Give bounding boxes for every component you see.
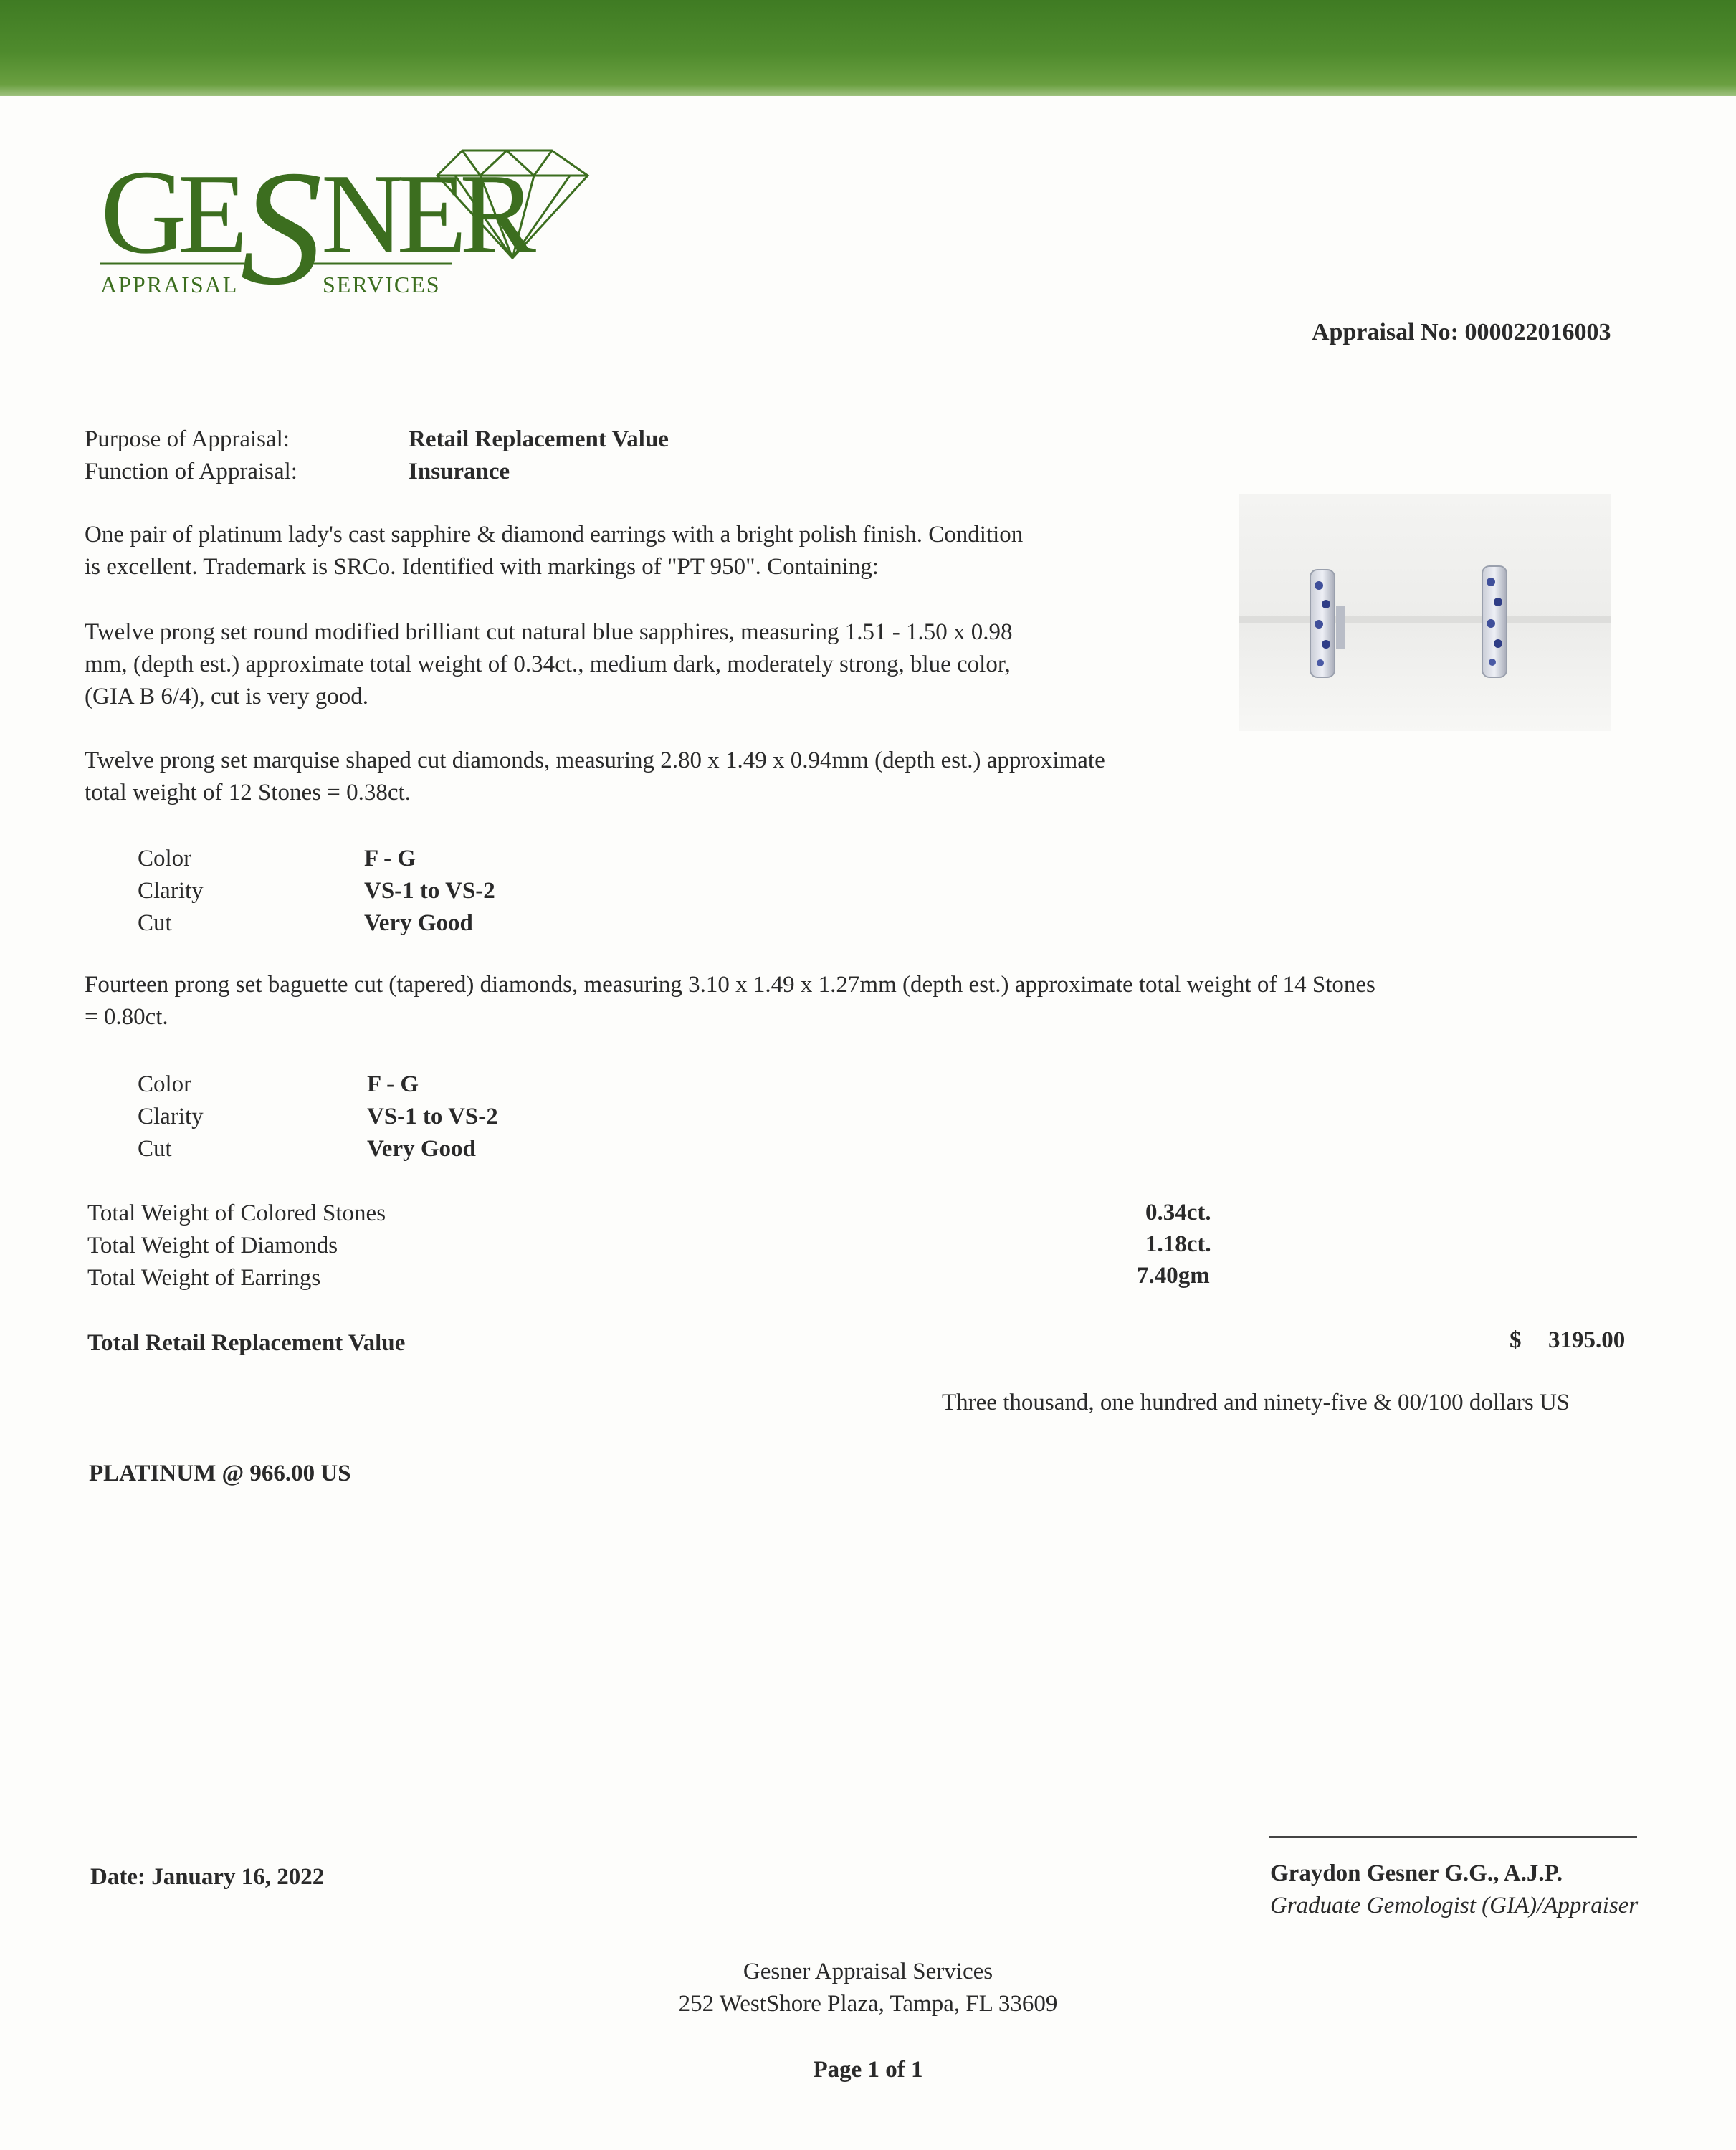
function-value: Insurance bbox=[409, 459, 510, 484]
baguette-color-value: F - G bbox=[367, 1071, 419, 1097]
total-diamonds-value: 1.18ct. bbox=[1145, 1231, 1211, 1257]
marquise-clarity-label: Clarity bbox=[138, 878, 204, 904]
baguette-clarity-label: Clarity bbox=[138, 1104, 204, 1129]
description-line-1: One pair of platinum lady's cast sapphire & diamond earrings with a bright polish finish. Condition bbox=[85, 522, 1024, 548]
total-colored-label: Total Weight of Colored Stones bbox=[87, 1200, 386, 1226]
marquise-line-2: total weight of 12 Stones = 0.38ct. bbox=[85, 780, 411, 806]
description-line-2: is excellent. Trademark is SRCo. Identified with markings of "PT 950". Containing: bbox=[85, 554, 879, 580]
appraisal-date: Date: January 16, 2022 bbox=[90, 1864, 325, 1890]
header-band bbox=[0, 0, 1736, 96]
baguette-color-label: Color bbox=[138, 1071, 192, 1097]
page-number: Page 1 of 1 bbox=[813, 2057, 923, 2083]
marquise-color-label: Color bbox=[138, 846, 192, 871]
gesner-logo bbox=[93, 136, 595, 315]
signature-line bbox=[1269, 1836, 1637, 1838]
svg-text:S: S bbox=[240, 136, 323, 315]
total-colored-value: 0.34ct. bbox=[1145, 1200, 1211, 1226]
logo-sub-left: APPRAISAL bbox=[100, 272, 239, 297]
retail-value-currency: $ bbox=[1510, 1327, 1522, 1353]
footer-company: Gesner Appraisal Services bbox=[743, 1959, 993, 1984]
appraiser-title: Graduate Gemologist (GIA)/Appraiser bbox=[1270, 1893, 1639, 1919]
marquise-clarity-value: VS-1 to VS-2 bbox=[364, 878, 495, 904]
purpose-value: Retail Replacement Value bbox=[409, 426, 669, 452]
total-earrings-value: 7.40gm bbox=[1137, 1263, 1210, 1289]
baguette-cut-value: Very Good bbox=[367, 1136, 476, 1162]
earrings-photo bbox=[1239, 494, 1611, 731]
total-earrings-label: Total Weight of Earrings bbox=[87, 1265, 321, 1291]
baguette-clarity-value: VS-1 to VS-2 bbox=[367, 1104, 498, 1129]
purpose-label: Purpose of Appraisal: bbox=[85, 426, 290, 452]
marquise-cut-label: Cut bbox=[138, 910, 172, 936]
baguette-line-2: = 0.80ct. bbox=[85, 1004, 168, 1030]
sapphires-line-3: (GIA B 6/4), cut is very good. bbox=[85, 684, 368, 710]
appraiser-name: Graydon Gesner G.G., A.J.P. bbox=[1270, 1860, 1563, 1886]
retail-value-amount: 3195.00 bbox=[1548, 1327, 1626, 1353]
footer-address: 252 WestShore Plaza, Tampa, FL 33609 bbox=[678, 1991, 1058, 2017]
function-label: Function of Appraisal: bbox=[85, 459, 297, 484]
retail-value-label: Total Retail Replacement Value bbox=[87, 1330, 406, 1356]
retail-value-words: Three thousand, one hundred and ninety-five & 00/100 dollars US bbox=[942, 1390, 1570, 1415]
svg-text:G: G bbox=[100, 145, 185, 279]
logo-sub-right: SERVICES bbox=[323, 272, 441, 297]
marquise-color-value: F - G bbox=[364, 846, 416, 871]
baguette-cut-label: Cut bbox=[138, 1136, 172, 1162]
marquise-line-1: Twelve prong set marquise shaped cut diamonds, measuring 2.80 x 1.49 x 0.94mm (depth est.) approximate bbox=[85, 747, 1105, 773]
svg-text:NER: NER bbox=[321, 150, 529, 277]
baguette-line-1: Fourteen prong set baguette cut (tapered) diamonds, measuring 3.10 x 1.49 x 1.27mm (depth est.) approximate total weight of 14 Stones bbox=[85, 972, 1375, 998]
total-diamonds-label: Total Weight of Diamonds bbox=[87, 1233, 338, 1258]
svg-text:E: E bbox=[178, 150, 244, 277]
sapphires-line-1: Twelve prong set round modified brilliant cut natural blue sapphires, measuring 1.51 - 1.50 x 0.98 bbox=[85, 619, 1013, 645]
marquise-cut-value: Very Good bbox=[364, 910, 473, 936]
appraisal-number: Appraisal No: 000022016003 bbox=[1312, 319, 1611, 345]
sapphires-line-2: mm, (depth est.) approximate total weight of 0.34ct., medium dark, moderately strong, blue color, bbox=[85, 651, 1011, 677]
platinum-price: PLATINUM @ 966.00 US bbox=[89, 1461, 351, 1486]
